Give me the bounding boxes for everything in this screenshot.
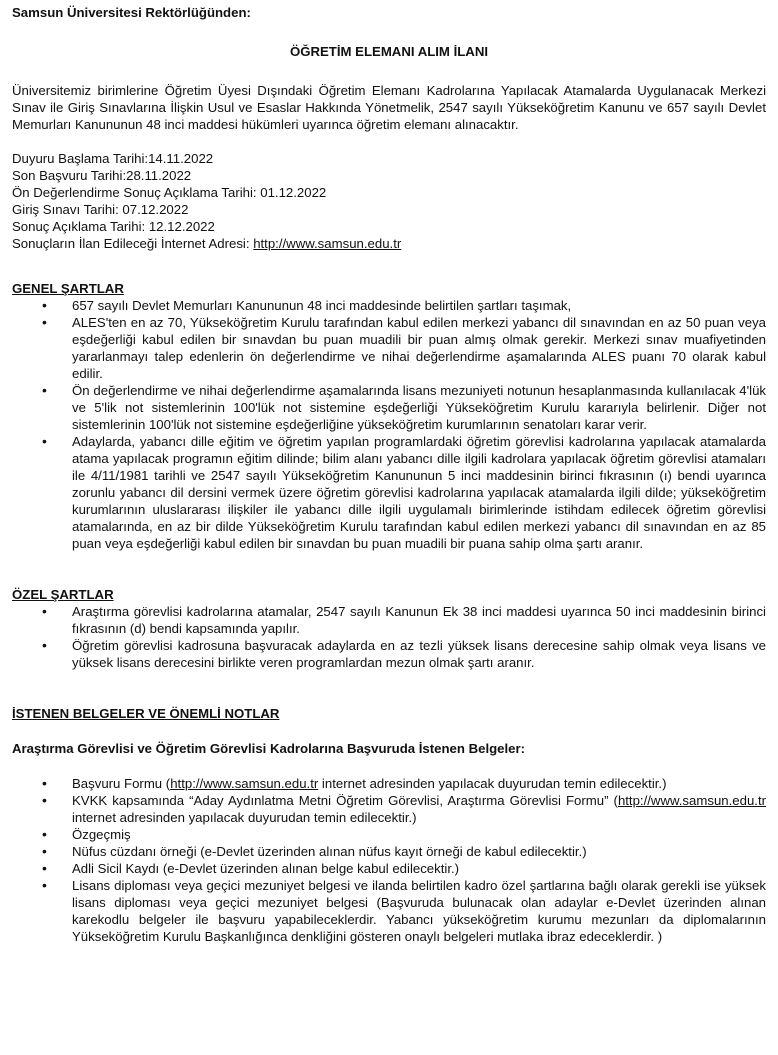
bullet-icon: •	[42, 860, 47, 876]
list-item-text: Adli Sicil Kaydı (e-Devlet üzerinden alınan belge kabul edilecektir.)	[72, 861, 460, 876]
list-item	[12, 314, 766, 382]
list-item-text: Adaylarda, yabancı dille eğitim ve öğretim yapılan programlardaki öğretim görevlisi kadrolarına yapılacak atamalarda atama yapılacak programın eğitim dilinde; bilim alanı yabancı dille ilgili kadrolara yapılacak öğretim görevlisi atamaları ile 4/11/1981 tarihli ve 2547 sayılı Yükseköğretim Kanununun 5 inci maddesinin birinci fıkrasının (ı) bendi uyarınca zorunlu yabancı dil dersini vermek üzere öğretim görevlisi kadrolarına yapılacak atamalarda ilgili dilde; yükseköğretim kurumlarının uluslararası ilişkiler ile yabancı dille ilgili uygulamalı birimlerinde istihdam edilecek öğretim görevlisi atamalarında, en az bir dilde Yükseköğretim Kurulu tarafından kabul edilen merkezi yabancı dil sınavından en az 85 puan veya eşdeğerliği kabul edilen bir sınavdan bu puan muadili bir puana sahip olma şartı aranır.	[72, 434, 766, 551]
list-item-text: Başvuru Formu (	[72, 776, 171, 791]
results-site-label: Sonuçların İlan Edileceği İnternet Adresi:	[12, 236, 254, 251]
list-item-text: internet adresinden yapılacak duyurudan temin edilecektir.)	[318, 776, 667, 791]
date-announcement-start: Duyuru Başlama Tarihi:14.11.2022	[12, 151, 214, 166]
list-item	[12, 860, 766, 877]
list-item	[12, 843, 766, 860]
documents-subheading: Araştırma Görevlisi ve Öğretim Görevlisi Kadrolarına Başvuruda İstenen Belgeler:	[12, 741, 526, 756]
date-pre-evaluation: Ön Değerlendirme Sonuç Açıklama Tarihi: 01.12.2022	[12, 185, 327, 200]
list-item-text: Ön değerlendirme ve nihai değerlendirme aşamalarında lisans mezuniyeti notunun hesaplanmasında kullanılacak 4'lük ve 5'lik not sistemlerinin 100'lük not sistemine eşdeğerliği Yükseköğretim Kurulu kararıyla belirlenir. Diğer not sistemlerinin 100'lük not sistemine eşdeğerliğine yükseköğretim kurumlarının senatoları karar verir.	[72, 383, 766, 432]
list-item	[12, 775, 766, 792]
list-item	[12, 637, 766, 671]
bullet-icon: •	[42, 877, 47, 893]
date-last-application: Son Başvuru Tarihi:28.11.2022	[12, 168, 192, 183]
bullet-icon: •	[42, 843, 47, 859]
list-item	[12, 826, 766, 843]
results-site-line	[12, 235, 766, 252]
list-item	[12, 433, 766, 552]
bullet-icon: •	[42, 297, 47, 313]
documents-heading: İSTENEN BELGELER VE ÖNEMLİ NOTLAR	[12, 706, 280, 721]
list-item-text: KVKK kapsamında “Aday Aydınlatma Metni Öğretim Görevlisi, Araştırma Görevlisi Formu” (	[72, 793, 618, 808]
bullet-icon: •	[42, 603, 47, 619]
list-item-text: Özgeçmiş	[72, 827, 131, 842]
documents-list	[12, 775, 766, 945]
bullet-icon: •	[42, 637, 47, 653]
dates-block	[12, 150, 766, 252]
list-item-text: internet adresinden yapılacak duyurudan temin edilecektir.)	[72, 810, 417, 825]
list-item	[12, 603, 766, 637]
special-conditions-heading: ÖZEL ŞARTLAR	[12, 587, 114, 602]
list-item-text: Araştırma görevlisi kadrolarına atamalar, 2547 sayılı Kanunun Ek 38 inci maddesi uyarınca 50 inci maddesinin birinci fıkrasının (d) bendi kapsamında yapılır.	[72, 604, 766, 636]
list-item	[12, 877, 766, 945]
general-conditions-heading: GENEL ŞARTLAR	[12, 281, 124, 296]
bullet-icon: •	[42, 314, 47, 330]
list-item	[12, 382, 766, 433]
page-title: ÖĞRETİM ELEMANI ALIM İLANI	[289, 44, 489, 59]
list-item-text: Lisans diploması veya geçici mezuniyet belgesi ve ilanda belirtilen kadro özel şartlarına bağlı olarak gerekli ise yüksek lisans diploması veya geçici mezuniyet belgesi (Başvuruda bulunacak olan adaylar e-Devlet üzerinden alınan karekodlu belgeler ile başvuru yapabileceklerdir. Yabancı yükseköğretim kurumu mezunları da diplomalarının Yükseköğretim Kurulu Başkanlığınca denkliğini gösteren onaylı belgeleri mutlaka ibraz edeceklerdir. )	[72, 878, 766, 944]
list-item-text: ALES'ten en az 70, Yükseköğretim Kurulu tarafından kabul edilen merkezi yabancı dil sınavından en az 50 puan veya eşdeğerliği kabul edilen bir sınavdan bu puan muadili bir puan almış olmak gerekir. Merkezi sınav muafiyetinden yararlanmayı talep edenlerin ön değerlendirme ve nihai değerlendirme aşamalarında ALES puanı 70 olarak kabul edilir.	[72, 315, 766, 381]
kvkk-form-link[interactable]: http://www.samsun.edu.tr	[617, 793, 766, 808]
bullet-icon: •	[42, 826, 47, 842]
bullet-icon: •	[42, 382, 47, 398]
bullet-icon: •	[42, 433, 47, 449]
date-entrance-exam: Giriş Sınavı Tarihi: 07.12.2022	[12, 202, 189, 217]
application-form-link[interactable]: http://www.samsun.edu.tr	[170, 776, 319, 791]
issuer-line: Samsun Üniversitesi Rektörlüğünden:	[12, 5, 251, 20]
list-item-text: Nüfus cüzdanı örneği (e-Devlet üzerinden alınan nüfus kayıt örneği de kabul edilecektir.)	[72, 844, 587, 859]
results-site-link[interactable]: http://www.samsun.edu.tr	[253, 236, 402, 251]
bullet-icon: •	[42, 775, 47, 791]
special-conditions-list	[12, 603, 766, 671]
general-conditions-list	[12, 297, 766, 552]
date-results: Sonuç Açıklama Tarihi: 12.12.2022	[12, 219, 215, 234]
intro-paragraph: Üniversitemiz birimlerine Öğretim Üyesi Dışındaki Öğretim Elemanı Kadrolarına Yapılacak Atamalarda Uygulanacak Merkezi Sınav ile Giriş Sınavlarına İlişkin Usul ve Esaslar Hakkında Yönetmelik, 2547 sayılı Yükseköğretim Kanunu ve 657 sayılı Devlet Memurları Kanununun 48 inci maddesi hükümleri uyarınca öğretim elemanı alınacaktır.	[12, 83, 766, 132]
list-item	[12, 297, 766, 314]
list-item	[12, 792, 766, 826]
list-item-text: Öğretim görevlisi kadrosuna başvuracak adaylarda en az tezli yüksek lisans derecesine sahip olmak veya lisans ve yüksek lisans derecesini birlikte veren programlardan mezun olmak şartı aranır.	[72, 638, 766, 670]
list-item-text: 657 sayılı Devlet Memurları Kanununun 48 inci maddesinde belirtilen şartları taşımak,	[72, 298, 572, 313]
bullet-icon: •	[42, 792, 47, 808]
